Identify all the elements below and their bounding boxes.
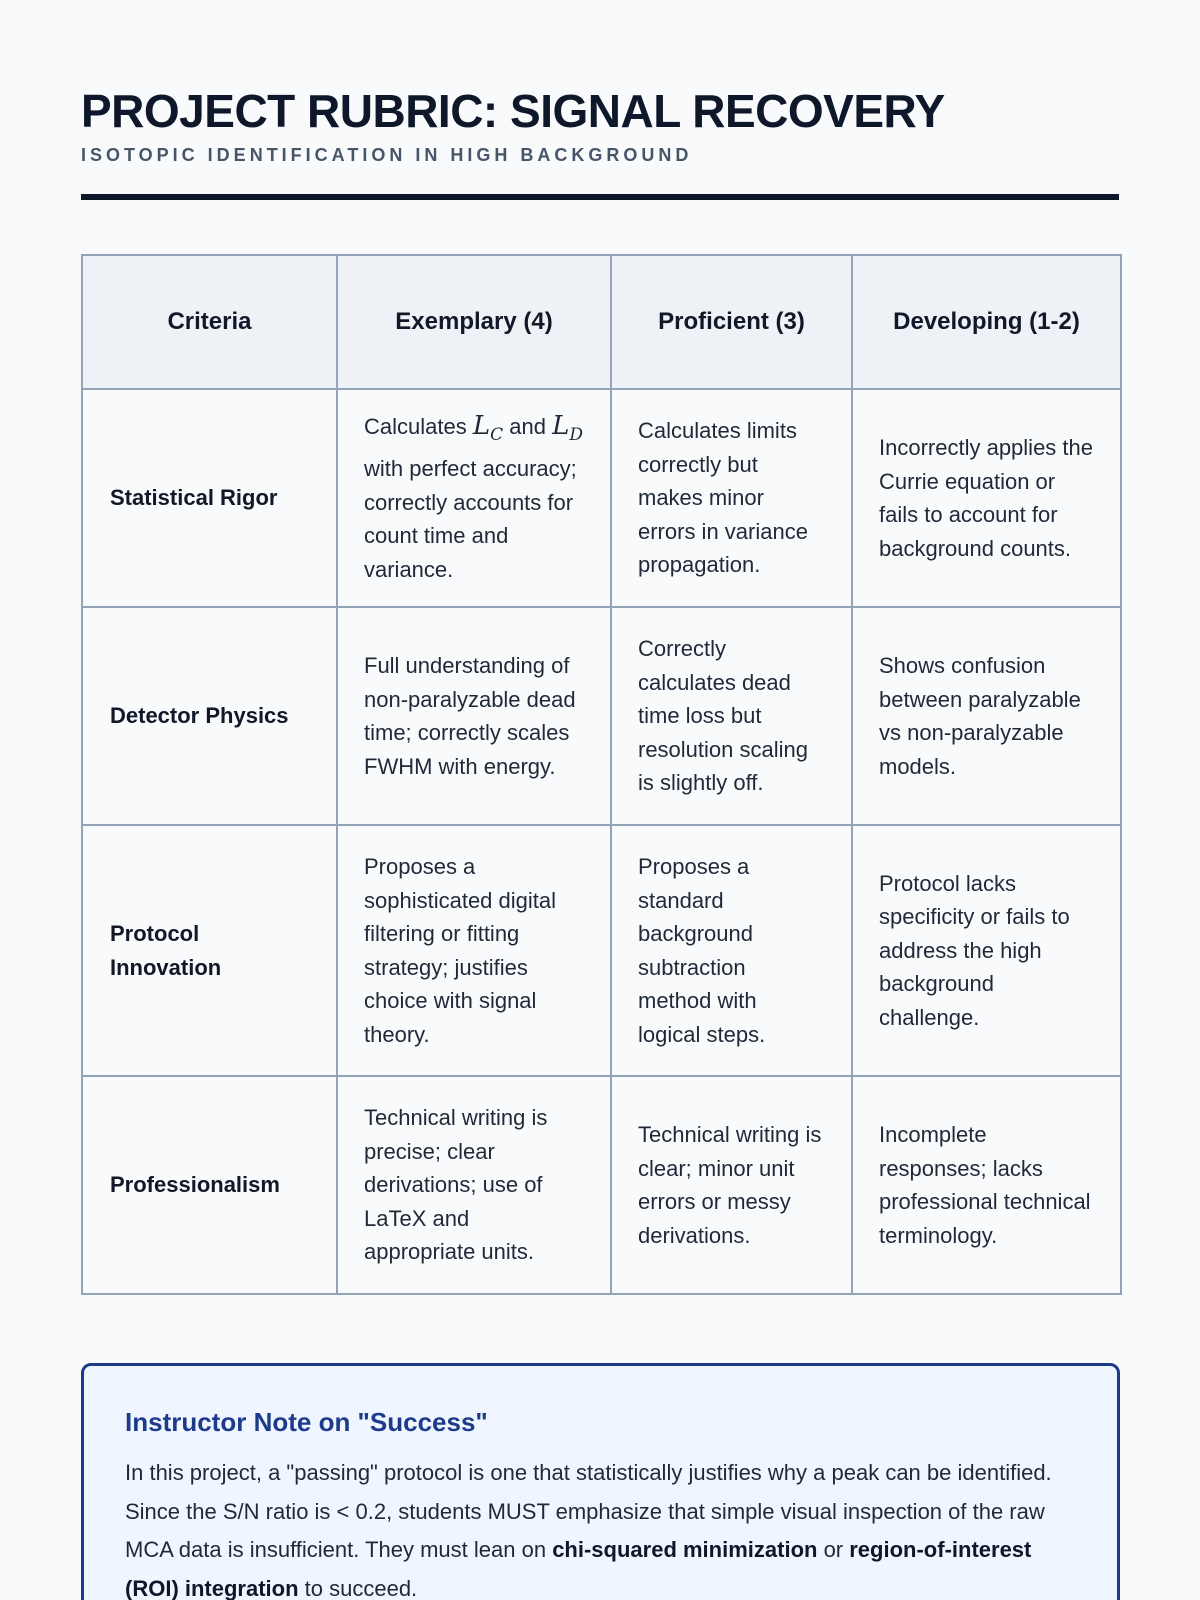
exemplary-cell: Proposes a sophisticated digital filtering or fitting strategy; justifies choice with signal theory. [337,825,611,1076]
header-developing: Developing (1-2) [852,255,1121,389]
note-text-1: In this project, a "passing" protocol is one that statistically justifies why a peak can be identified. Since the S/N ratio is < 0.2, students MUST emphasize that simple visual inspection of the raw MCA data is insufficient. They must lean on [125,1460,1052,1562]
ld-symbol [552,410,583,445]
note-title: Instructor Note on "Success" [125,1407,488,1437]
proficient-cell: Proposes a standard background subtraction method with logical steps. [611,825,852,1076]
page-subtitle: ISOTOPIC IDENTIFICATION IN HIGH BACKGROUND [81,145,693,165]
criterion-cell: Statistical Rigor [82,389,337,607]
exemplary-cell: Full understanding of non-paralyzable dead time; correctly scales FWHM with energy. [337,607,611,825]
developing-cell: Incomplete responses; lacks professional technical terminology. [852,1076,1121,1294]
instructor-note [81,1363,1120,1600]
title-divider [81,194,1119,200]
table-row [82,607,1121,825]
note-text-3: to succeed. [298,1575,418,1600]
exemplary-text-post: with perfect accuracy; correctly accounts for count time and variance. [364,456,577,582]
proficient-cell: Technical writing is clear; minor unit errors or messy derivations. [611,1076,852,1294]
header-exemplary: Exemplary (4) [337,255,611,389]
criterion-cell: Detector Physics [82,607,337,825]
exemplary-text-pre: Calculates [364,413,473,439]
developing-cell: Protocol lacks specificity or fails to address the high background challenge. [852,825,1121,1076]
exemplary-text-mid: and [503,413,553,439]
ld-subscript: D [569,424,583,445]
proficient-cell: Calculates limits correctly but makes minor errors in variance propagation. [611,389,852,607]
proficient-cell: Correctly calculates dead time loss but resolution scaling is slightly off. [611,607,852,825]
header-proficient: Proficient (3) [611,255,852,389]
note-text-2: or [817,1537,850,1562]
developing-cell: Incorrectly applies the Currie equation or fails to account for background counts. [852,389,1121,607]
note-bold-1: chi-squared minimization [552,1537,818,1562]
lc-symbol [472,410,504,445]
table-row [82,825,1121,1076]
lc-subscript: C [490,424,504,445]
note-body [125,1454,1076,1600]
ld-variable: L [552,410,570,441]
criterion-cell: Protocol Innovation [82,825,337,1076]
table-row [82,389,1121,607]
lc-variable: L [472,410,491,441]
exemplary-cell: Technical writing is precise; clear derivations; use of LaTeX and appropriate units. [337,1076,611,1294]
note-bold-2: region-of-interest (ROI) integration [125,1537,1032,1600]
table-row [82,1076,1121,1294]
developing-cell: Shows confusion between paralyzable vs non-paralyzable models. [852,607,1121,825]
header-criteria: Criteria [82,255,337,389]
criterion-cell: Professionalism [82,1076,337,1294]
rubric-table [81,254,1122,1295]
page-title: PROJECT RUBRIC: SIGNAL RECOVERY [81,85,945,137]
table-header-row [82,255,1121,389]
exemplary-cell [337,389,611,607]
